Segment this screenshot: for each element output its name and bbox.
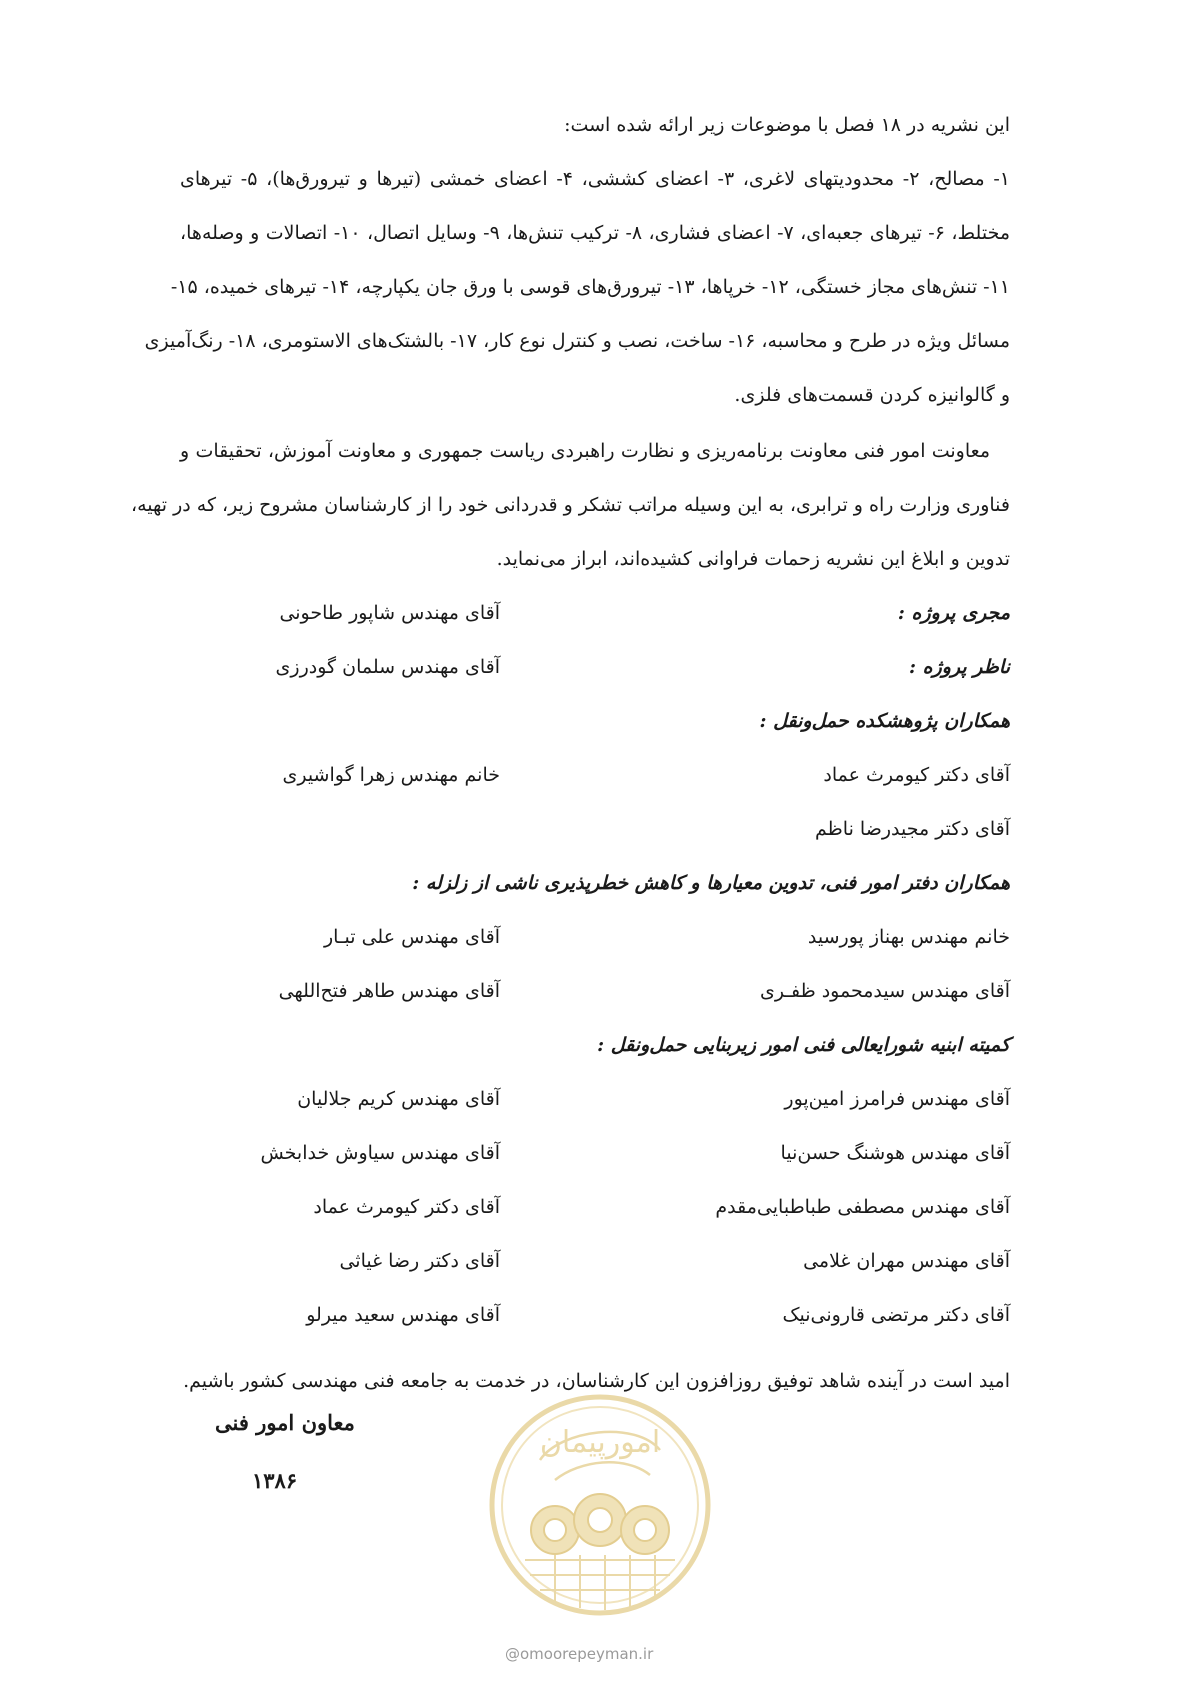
group3-member: آقای مهندس سعید میرلو <box>306 1304 500 1326</box>
chapters-line-4: مسائل ویژه در طرح و محاسبه، ۱۶- ساخت، نصب و کنترل نوع کار، ۱۷- بالشتک‌های الاستومری، ۱۸- رنگ‌آمیزی <box>144 330 1010 352</box>
group2-title: همکاران دفتر امور فنی، تدوین معیارها و کاهش خطرپذیری ناشی از زلزله : <box>412 872 1010 894</box>
group3-member: آقای مهندس کریم جلالیان <box>297 1088 500 1110</box>
group1-member: آقای دکتر مجیدرضا ناظم <box>815 818 1010 840</box>
group1-member: خانم مهندس زهرا گواشیری <box>282 764 500 786</box>
supervisor-label: ناظر پروژه : <box>908 656 1010 678</box>
signature-year: ۱۳۸۶ <box>252 1468 298 1493</box>
group3-member: آقای دکتر مرتضی قارونی‌نیک <box>782 1304 1010 1326</box>
chapters-line-5: و گالوانیزه کردن قسمت‌های فلزی. <box>734 384 1010 406</box>
group3-member: آقای مهندس مصطفی طباطبایی‌مقدم <box>715 1196 1010 1218</box>
group3-title: کمیته ابنیه شورایعالی فنی امور زیربنایی حمل‌ونقل : <box>597 1034 1010 1056</box>
chapters-line-3: ۱۱- تنش‌های مجاز خستگی، ۱۲- خرپاها، ۱۳- تیرورق‌های قوسی با ورق جان یکپارچه، ۱۴- تیرهای خمیده، ۱۵- <box>170 276 1010 298</box>
group3-member: آقای مهندس سیاوش خدابخش <box>260 1142 500 1164</box>
watermark-logo-text: امورپیمان <box>539 1425 661 1460</box>
group3-member: آقای مهندس فرامرز امین‌پور <box>784 1088 1010 1110</box>
signature-title: معاون امور فنی <box>215 1410 355 1435</box>
watermark-logo <box>485 1390 715 1630</box>
group1-title: همکاران پژوهشکده حمل‌ونقل : <box>759 710 1010 732</box>
group3-member: آقای دکتر کیومرث عماد <box>313 1196 500 1218</box>
group1-member: آقای دکتر کیومرث عماد <box>823 764 1010 786</box>
intro-text: این نشریه در ۱۸ فصل با موضوعات زیر ارائه شده است: <box>564 114 1010 136</box>
chapters-line-2: مختلط، ۶- تیرهای جعبه‌ای، ۷- اعضای فشاری، ۸- ترکیب تنش‌ها، ۹- وسایل اتصال، ۱۰- اتصالات و وصله‌ها، <box>180 222 1011 244</box>
group3-member: آقای مهندس هوشنگ حسن‌نیا <box>780 1142 1010 1164</box>
executor-label: مجری پروژه : <box>897 602 1010 624</box>
group2-member: خانم مهندس بهناز پورسید <box>807 926 1010 948</box>
chapters-line-1: ۱- مصالح، ۲- محدودیتهای لاغری، ۳- اعضای کششی، ۴- اعضای خمشی (تیرها و تیرورق‌ها)، ۵- تیرهای <box>180 168 1010 190</box>
thanks-line-1: معاونت امور فنی معاونت برنامه‌ریزی و نظارت راهبردی ریاست جمهوری و معاونت آموزش، تحقیقات و <box>180 440 990 462</box>
closing-text: امید است در آینده شاهد توفیق روزافزون این کارشناسان، در خدمت به جامعه فنی مهندسی کشور باشیم. <box>183 1370 1010 1392</box>
watermark-site: @omoorepeyman.ir <box>505 1645 654 1663</box>
supervisor-name: آقای مهندس سلمان گودرزی <box>275 656 500 678</box>
thanks-line-3: تدوین و ابلاغ این نشریه زحمات فراوانی کشیده‌اند، ابراز می‌نماید. <box>496 548 1010 570</box>
executor-name: آقای مهندس شاپور طاحونی <box>279 602 500 624</box>
group2-member: آقای مهندس علی تبـار <box>324 926 500 948</box>
group3-member: آقای مهندس مهران غلامی <box>803 1250 1010 1272</box>
group3-member: آقای دکتر رضا غیاثی <box>339 1250 500 1272</box>
thanks-line-2: فناوری وزارت راه و ترابری، به این وسیله مراتب تشکر و قدردانی خود را از کارشناسان مشروح زیر، که در تهیه، <box>130 494 1010 516</box>
group2-member: آقای مهندس طاهر فتح‌اللهی <box>278 980 500 1002</box>
group2-member: آقای مهندس سیدمحمود ظفـری <box>760 980 1010 1002</box>
